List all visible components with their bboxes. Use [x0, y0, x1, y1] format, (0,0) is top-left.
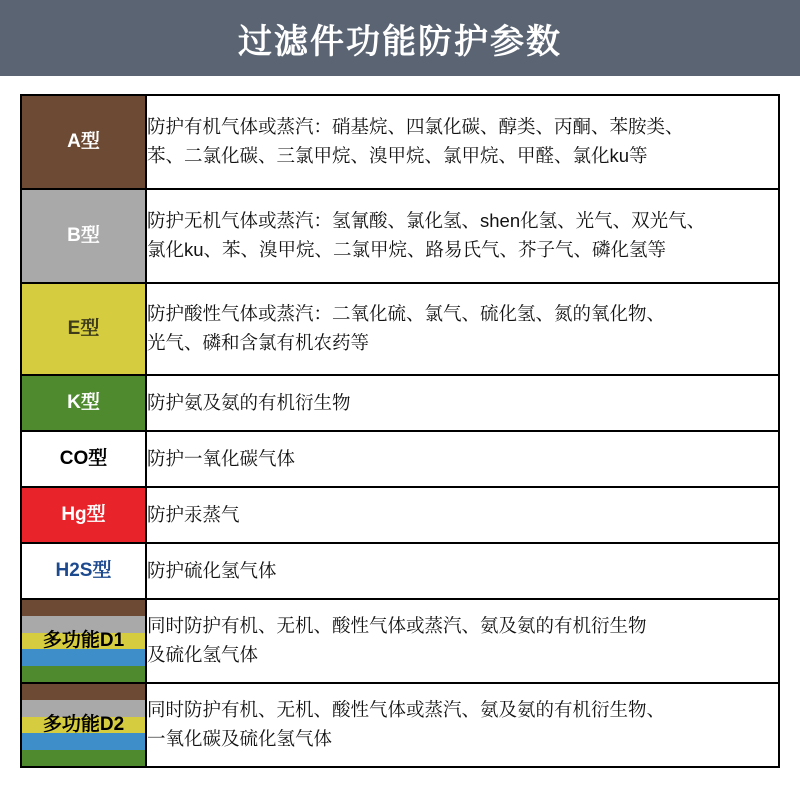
row-label-text: Hg型 [61, 503, 106, 525]
row-label-text: E型 [67, 317, 100, 339]
row-label-text: CO型 [59, 447, 108, 469]
row-description-cell-h2s [146, 543, 779, 599]
table-row [21, 543, 779, 599]
row-label-text: A型 [67, 130, 100, 152]
table-row [21, 189, 779, 283]
description-line: 防护汞蒸气 [147, 503, 240, 525]
row-label-text: K型 [67, 391, 100, 413]
description-line: 一氧化碳及硫化氢气体 [147, 728, 333, 749]
table-row [21, 431, 779, 487]
row-label-cell-h2s [21, 543, 146, 599]
row-label-cell-a [21, 95, 146, 189]
row-description-cell-hg [146, 487, 779, 543]
description-line: 防护一氧化碳气体 [147, 447, 296, 469]
row-label-cell-k [21, 375, 146, 431]
table-row [21, 487, 779, 543]
row-label-cell-d1 [21, 599, 146, 683]
page-title: 过滤件功能防护参数 [238, 22, 562, 61]
description-line: 防护硫化氢气体 [147, 559, 277, 581]
row-label-text: B型 [67, 224, 100, 246]
row-label-cell-e [21, 283, 146, 375]
description-line: 同时防护有机、无机、酸性气体或蒸汽、氨及氨的有机衍生物、 [147, 699, 666, 721]
row-label-cell-co [21, 431, 146, 487]
row-description-cell-e [146, 283, 779, 375]
description-line: 苯、二氯化碳、三氯甲烷、溴甲烷、氯甲烷、甲醛、氯化ku等 [147, 145, 648, 166]
table-row [21, 375, 779, 431]
row-label-text: H2S型 [55, 559, 112, 581]
row-description-cell-a [146, 95, 779, 189]
page-header [0, 0, 800, 76]
row-description-cell-d1 [146, 599, 779, 683]
description-line: 防护无机气体或蒸汽：氢氰酸、氯化氢、shen化氢、光气、双光气、 [147, 210, 706, 232]
row-description-cell-b [146, 189, 779, 283]
table-row [21, 95, 779, 189]
description-line: 及硫化氢气体 [147, 644, 259, 665]
row-description-cell-k [146, 375, 779, 431]
row-label-cell-hg [21, 487, 146, 543]
row-description-cell-d2 [146, 683, 779, 767]
description-line: 光气、磷和含氯有机农药等 [147, 332, 370, 353]
spec-table-container [0, 76, 800, 768]
row-label-cell-d2 [21, 683, 146, 767]
row-description-cell-co [146, 431, 779, 487]
row-label-cell-b [21, 189, 146, 283]
description-line: 同时防护有机、无机、酸性气体或蒸汽、氨及氨的有机衍生物 [147, 615, 647, 637]
description-line: 防护氨及氨的有机衍生物 [147, 391, 351, 413]
filter-spec-table [20, 94, 780, 768]
table-row [21, 599, 779, 683]
table-body [21, 95, 779, 767]
description-line: 防护有机气体或蒸汽：硝基烷、四氯化碳、醇类、丙酮、苯胺类、 [147, 116, 684, 138]
row-label-text: 多功能D1 [42, 629, 125, 651]
row-label-text: 多功能D2 [42, 713, 125, 735]
description-line: 防护酸性气体或蒸汽：二氧化硫、氯气、硫化氢、氮的氧化物、 [147, 303, 666, 325]
table-row [21, 683, 779, 767]
description-line: 氯化ku、苯、溴甲烷、二氯甲烷、路易氏气、芥子气、磷化氢等 [147, 239, 667, 260]
table-row [21, 283, 779, 375]
